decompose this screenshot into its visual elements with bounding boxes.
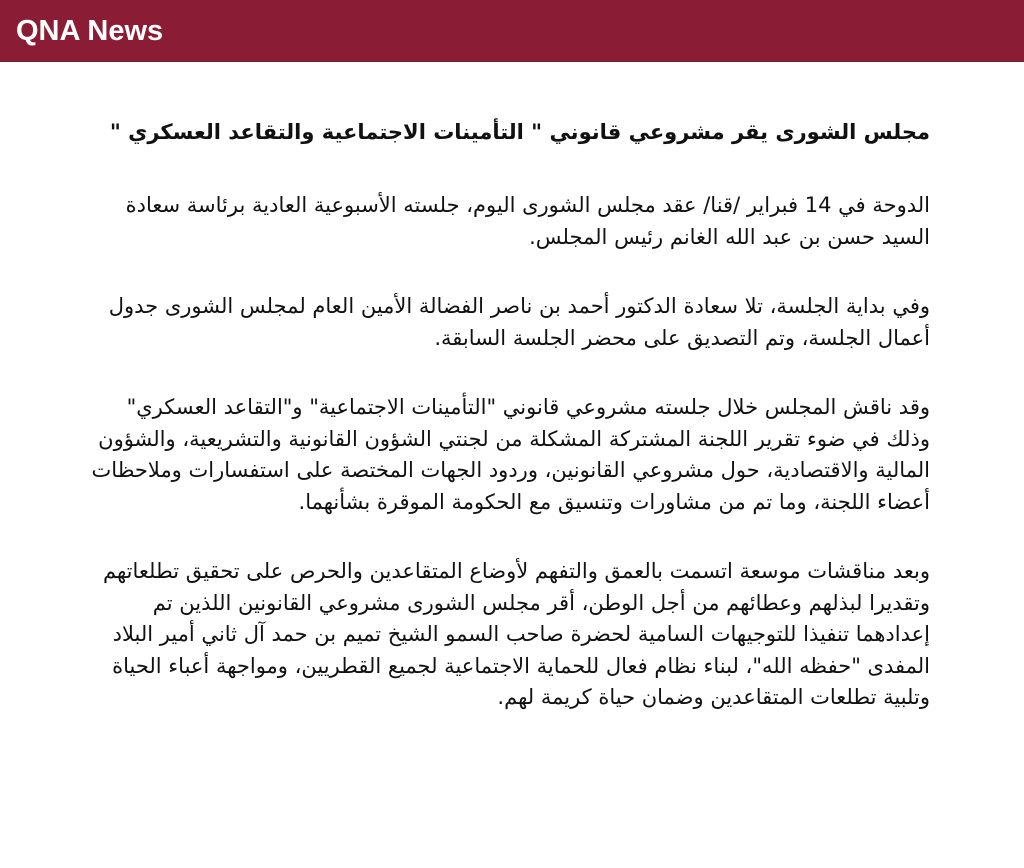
article-paragraph-2: وفي بداية الجلسة، تلا سعادة الدكتور أحمد بن ناصر الفضالة الأمين العام لمجلس الشورى جدول أعمال الجلسة، وتم التصديق على محضر الجلسة السابقة. xyxy=(108,294,930,350)
article-paragraph-3: وقد ناقش المجلس خلال جلسته مشروعي قانوني "التأمينات الاجتماعية" و"التقاعد العسكري" وذلك في ضوء تقرير اللجنة المشتركة المشكلة من لجنتي الشؤون القانونية والتشريعية، والشؤون المالية والاقتصادية، حول مشروعي القانونين، وردود الجهات المختصة على استفسارات وملاحظات أعضاء اللجنة، وما تم من مشاورات وتنسيق مع الحكومة الموقرة بشأنهما. xyxy=(91,395,930,514)
header-bar xyxy=(0,0,1024,62)
article xyxy=(90,112,930,752)
article-paragraph-4: وبعد مناقشات موسعة اتسمت بالعمق والتفهم لأوضاع المتقاعدين والحرص على تحقيق تطلعاتهم وتقديرا لبذلهم وعطائهم من أجل الوطن، أقر مجلس الشورى مشروعي القانونين اللذين تم إعدادهما تنفيذا للتوجيهات السامية لحضرة صاحب السمو الشيخ تميم بن حمد آل ثاني أمير البلاد المفدى "حفظه الله"، لبناء نظام فعال للحماية الاجتماعية لجميع القطريين، ومواجهة أعباء الحياة وتلبية تطلعات المتقاعدين وضمان حياة كريمة لهم. xyxy=(103,559,930,709)
article-headline: مجلس الشورى يقر مشروعي قانوني " التأمينات الاجتماعية والتقاعد العسكري " xyxy=(109,120,930,144)
brand-title: QNA News xyxy=(16,15,164,47)
article-paragraph-1: الدوحة في 14 فبراير /قنا/ عقد مجلس الشورى اليوم، جلسته الأسبوعية العادية برئاسة سعادة السيد حسن بن عبد الله الغانم رئيس المجلس. xyxy=(125,193,930,249)
